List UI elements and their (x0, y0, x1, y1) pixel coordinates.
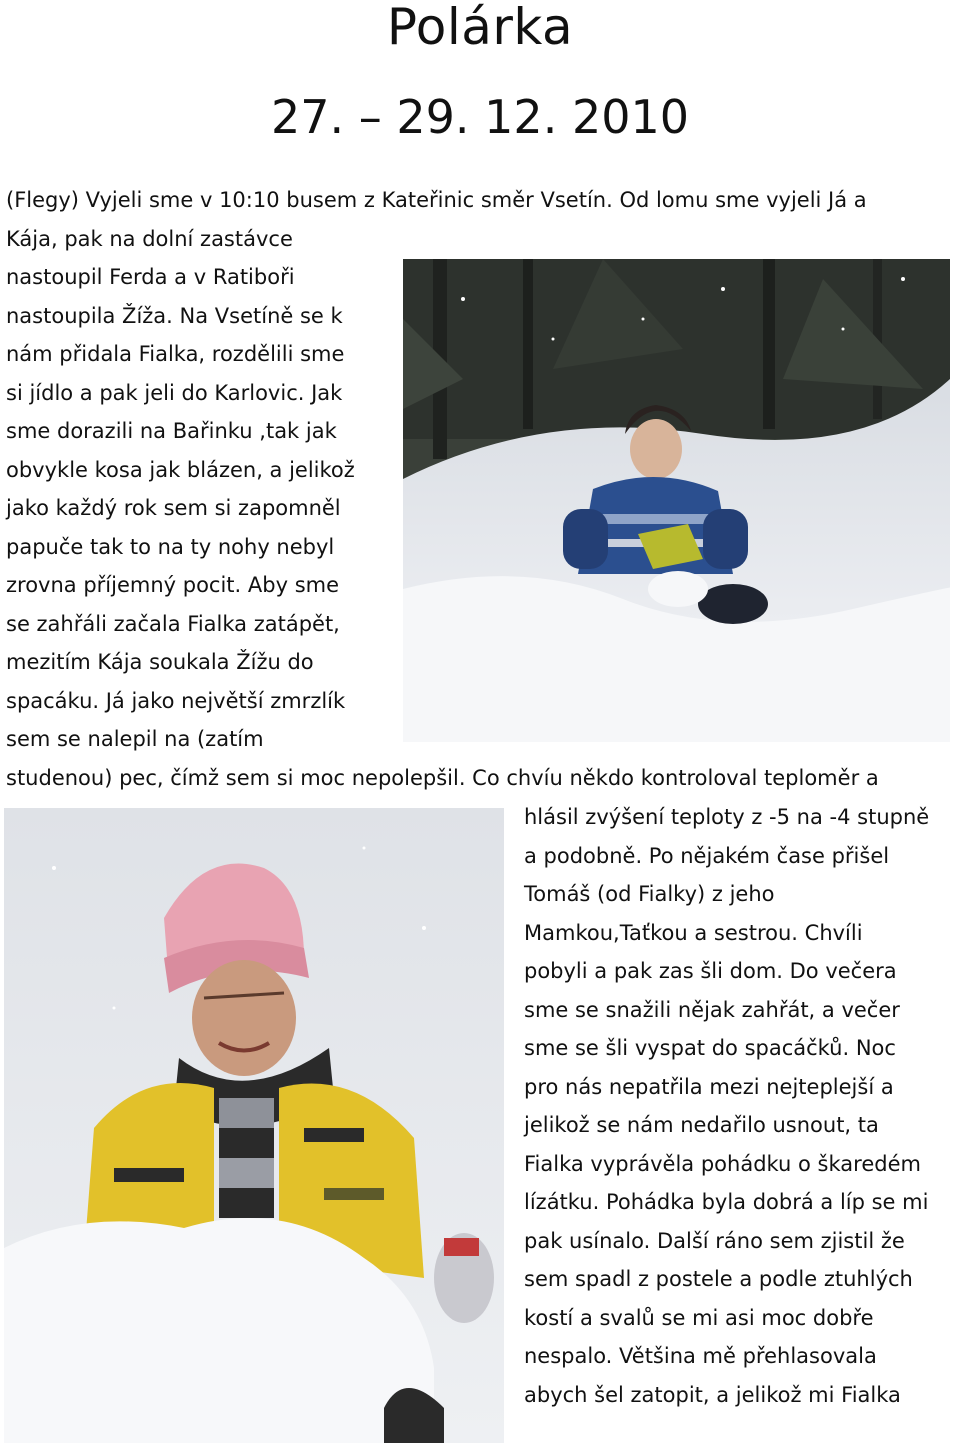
text-line: pak usínalo. Další ráno sem zjistil že (524, 1229, 905, 1253)
text-line: pro nás nepatřila mezi nejteplejší a (524, 1075, 894, 1099)
text-line: nám přidala Fialka, rozdělili sme (6, 342, 345, 366)
text-line: Kája, pak na dolní zastávce (6, 227, 293, 251)
text-line: obvykle kosa jak blázen, a jelikož (6, 458, 355, 482)
text-line: a podobně. Po nějakém čase přišel (524, 844, 890, 868)
text-line: nespalo. Většina mě přehlasovala (524, 1344, 877, 1368)
text-line: Fialka vyprávěla pohádku o škaredém (524, 1152, 921, 1176)
text-line: abych šel zatopit, a jelikož mi Fialka (524, 1383, 901, 1407)
text-line: sme se snažili nějak zahřát, a večer (524, 998, 900, 1022)
text-line: sme se šli vyspat do spacáčků. Noc (524, 1036, 896, 1060)
text-line: mezitím Kája soukala Žížu do (6, 650, 314, 674)
text-line: Mamkou,Taťkou a sestrou. Chvíli (524, 921, 863, 945)
text-line: Tomáš (od Fialky) z jeho (524, 882, 775, 906)
photo-girl-pink-hat (4, 808, 504, 1443)
text-line: lízátku. Pohádka byla dobrá a líp se mi (524, 1190, 929, 1214)
text-line: si jídlo a pak jeli do Karlovic. Jak (6, 381, 343, 405)
text-line: jako každý rok sem si zapomněl (6, 496, 341, 520)
text-line: sme dorazili na Bařinku ,tak jak (6, 419, 337, 443)
text-line: (Flegy) Vyjeli sme v 10:10 busem z Kateřinic směr Vsetín. Od lomu sme vyjeli Já a (6, 188, 867, 212)
page-title: Polárka (386, 0, 574, 56)
text-line: studenou) pec, čímž sem si moc nepolepšil. Co chvíu někdo kontroloval teploměr a (6, 766, 879, 790)
text-line: kostí a svalů se mi asi moc dobře (524, 1306, 874, 1330)
text-line: sem se nalepil na (zatím (6, 727, 264, 751)
text-line: jelikož se nám nedařilo usnout, ta (524, 1113, 879, 1137)
text-line: papuče tak to na ty nohy nebyl (6, 535, 335, 559)
text-line: spacáku. Já jako největší zmrzlík (6, 689, 346, 713)
page-date: 27. – 29. 12. 2010 (270, 90, 690, 144)
text-line: pobyli a pak zas šli dom. Do večera (524, 959, 897, 983)
text-line: sem spadl z postele a podle ztuhlých (524, 1267, 913, 1291)
photo-boy-in-snow (403, 259, 950, 742)
text-line: nastoupila Žíža. Na Vsetíně se k (6, 304, 343, 328)
text-line: hlásil zvýšení teploty z -5 na -4 stupně (524, 805, 930, 829)
text-line: nastoupil Ferda a v Ratiboři (6, 265, 295, 289)
text-line: se zahřáli začala Fialka zatápět, (6, 612, 340, 636)
text-line: zrovna příjemný pocit. Aby sme (6, 573, 340, 597)
